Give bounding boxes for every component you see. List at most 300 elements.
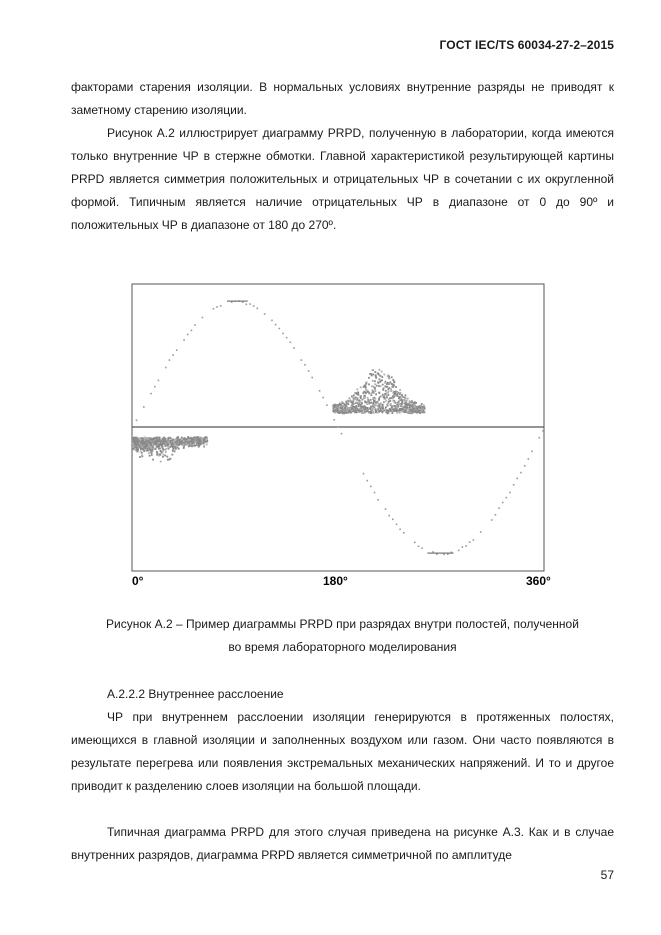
sine-point xyxy=(176,349,178,351)
document-header: ГОСТ IEC/TS 60034-27-2–2015 xyxy=(439,38,614,52)
sine-point xyxy=(366,480,368,482)
positive-pd-point xyxy=(355,402,357,404)
negative-pd-point xyxy=(141,454,143,456)
positive-pd-point xyxy=(418,410,420,412)
negative-pd-point xyxy=(183,440,185,442)
sine-point xyxy=(444,553,446,554)
negative-pd-point xyxy=(167,443,169,445)
positive-pd-point xyxy=(378,411,380,413)
sine-point xyxy=(333,419,335,421)
positive-pd-point xyxy=(378,392,380,394)
positive-pd-point xyxy=(396,406,398,408)
positive-pd-point xyxy=(380,404,382,406)
negative-pd-point xyxy=(165,442,167,444)
negative-pd-point xyxy=(192,442,194,444)
positive-pd-point xyxy=(353,394,355,396)
negative-pd-point xyxy=(163,442,165,444)
positive-pd-point xyxy=(371,392,373,394)
sine-point xyxy=(418,546,420,548)
positive-pd-point xyxy=(384,382,386,384)
positive-pd-point xyxy=(374,406,376,408)
positive-pd-point xyxy=(402,406,404,408)
positive-pd-point xyxy=(364,395,366,397)
positive-pd-point xyxy=(334,409,336,411)
negative-pd-point xyxy=(162,456,164,458)
sine-point xyxy=(253,305,255,307)
positive-pd-point xyxy=(380,385,382,387)
positive-pd-point xyxy=(411,412,413,414)
positive-pd-point xyxy=(385,408,387,410)
positive-pd-point xyxy=(359,399,361,401)
positive-pd-point xyxy=(398,403,400,405)
negative-pd-point xyxy=(202,441,204,443)
negative-pd-point xyxy=(193,444,195,446)
positive-pd-point xyxy=(375,376,377,378)
negative-pd-point xyxy=(190,443,192,445)
sine-point xyxy=(220,305,222,307)
negative-pd-point xyxy=(150,443,152,445)
positive-pd-point xyxy=(395,408,397,410)
negative-pd-point xyxy=(186,444,188,446)
sine-point xyxy=(502,502,504,504)
negative-pd-point xyxy=(172,449,174,451)
sine-point xyxy=(242,301,244,302)
positive-pd-point xyxy=(385,386,387,388)
positive-pd-point xyxy=(371,402,373,404)
positive-pd-point xyxy=(372,369,374,371)
negative-pd-point xyxy=(166,456,168,458)
negative-pd-point xyxy=(175,448,177,450)
positive-pd-point xyxy=(383,388,385,390)
positive-pd-point xyxy=(355,407,357,409)
negative-pd-point xyxy=(136,438,138,440)
positive-pd-point xyxy=(410,408,412,410)
negative-pd-point xyxy=(157,453,159,455)
positive-pd-point xyxy=(358,409,360,411)
positive-pd-point xyxy=(363,386,365,388)
negative-pd-point xyxy=(136,447,138,449)
negative-pd-point xyxy=(133,445,135,447)
sine-point xyxy=(520,472,522,474)
negative-pd-point xyxy=(164,449,166,451)
positive-pd-point xyxy=(386,409,388,411)
positive-pd-point xyxy=(358,405,360,407)
positive-pd-point xyxy=(357,409,359,411)
positive-pd-point xyxy=(372,374,374,376)
sine-point xyxy=(249,303,251,305)
positive-pd-point xyxy=(391,376,393,378)
negative-pd-point xyxy=(168,448,170,450)
positive-pd-point xyxy=(374,387,376,389)
positive-pd-point xyxy=(386,397,388,399)
negative-pd-point xyxy=(146,450,148,452)
negative-pd-point xyxy=(181,438,183,440)
positive-pd-point xyxy=(356,389,358,391)
positive-pd-point xyxy=(392,386,394,388)
positive-pd-point xyxy=(393,410,395,412)
positive-pd-point xyxy=(414,406,416,408)
negative-pd-point xyxy=(160,461,162,463)
negative-pd-point xyxy=(150,438,152,440)
positive-pd-point xyxy=(359,401,361,403)
positive-pd-point xyxy=(423,405,425,407)
paragraph-2: Рисунок А.2 иллюстрирует диаграмму PRPD, полученную в лаборатории, когда имеются только внутренние ЧР в стержне обмотки. Главной характеристикой результирующей картины PRPD является симметрия положительных и отрицательных ЧР в сочетании с их округленной формой. Типичным является наличие отрицательных ЧР в диапазоне от 0 до 90º и положительных ЧР в диапазоне от 180 до 270º. xyxy=(71,126,614,232)
negative-pd-point xyxy=(150,446,152,448)
positive-pd-point xyxy=(387,374,389,376)
sine-point xyxy=(458,550,460,552)
negative-pd-point xyxy=(196,437,198,439)
sine-point xyxy=(491,519,493,521)
positive-pd-point xyxy=(393,401,395,403)
negative-pd-point xyxy=(151,452,153,454)
x-tick-0: 0° xyxy=(132,574,144,588)
negative-pd-point xyxy=(169,443,171,445)
positive-pd-point xyxy=(382,409,384,411)
positive-pd-point xyxy=(404,411,406,413)
positive-pd-point xyxy=(392,400,394,402)
paragraph-4: Типичная диаграмма PRPD для этого случая приведена на рисунке А.3. Как и в случае внутренних разрядов, диаграмма PRPD является симметричной по амплитуде xyxy=(71,825,614,862)
positive-pd-point xyxy=(417,406,419,408)
negative-pd-point xyxy=(172,439,174,441)
positive-pd-point xyxy=(372,380,374,382)
sine-point xyxy=(447,553,449,554)
negative-pd-point xyxy=(182,442,184,444)
sine-point xyxy=(282,333,284,335)
negative-pd-point xyxy=(143,450,145,452)
negative-pd-point xyxy=(180,442,182,444)
negative-pd-point xyxy=(191,439,193,441)
sine-point xyxy=(183,339,185,341)
positive-pd-point xyxy=(374,389,376,391)
negative-pd-point xyxy=(205,439,207,441)
sine-point xyxy=(275,324,277,326)
positive-pd-point xyxy=(385,390,387,392)
sine-point xyxy=(237,301,239,302)
negative-pd-point xyxy=(145,443,147,445)
sine-point xyxy=(290,342,292,344)
positive-pd-point xyxy=(385,406,387,408)
negative-pd-point xyxy=(137,440,139,442)
positive-pd-point xyxy=(407,412,409,414)
negative-pd-point xyxy=(158,442,160,444)
positive-pd-point xyxy=(379,379,381,381)
sine-point xyxy=(187,334,189,336)
positive-pd-point xyxy=(384,393,386,395)
sine-point xyxy=(311,377,313,379)
positive-pd-point xyxy=(357,411,359,413)
positive-pd-point xyxy=(356,412,358,414)
negative-pd-point xyxy=(191,437,193,439)
positive-pd-point xyxy=(380,375,382,377)
positive-pd-point xyxy=(379,369,381,371)
negative-pd-point xyxy=(139,456,141,458)
sine-point xyxy=(370,486,372,488)
negative-pd-point xyxy=(194,441,196,443)
positive-pd-point xyxy=(373,386,375,388)
negative-pd-point xyxy=(148,437,150,439)
positive-pd-point xyxy=(372,397,374,399)
sine-point xyxy=(445,553,447,554)
negative-pd-point xyxy=(188,442,190,444)
positive-pd-point xyxy=(361,412,363,414)
negative-pd-point xyxy=(181,444,183,446)
positive-pd-point xyxy=(365,392,367,394)
negative-pd-point xyxy=(148,445,150,447)
negative-pd-point xyxy=(149,455,151,457)
negative-pd-point xyxy=(170,440,172,442)
page-number: 57 xyxy=(600,868,614,882)
negative-pd-point xyxy=(194,439,196,441)
negative-pd-point xyxy=(154,440,156,442)
positive-pd-point xyxy=(370,394,372,396)
negative-pd-point xyxy=(184,440,186,442)
sine-point xyxy=(431,553,433,554)
positive-pd-point xyxy=(343,413,345,415)
negative-pd-point xyxy=(188,445,190,447)
negative-pd-point xyxy=(200,444,202,446)
negative-pd-point xyxy=(199,439,201,441)
positive-pd-point xyxy=(419,412,421,414)
positive-pd-point xyxy=(381,371,383,373)
sine-point xyxy=(363,473,365,475)
negative-pd-point xyxy=(154,442,156,444)
sine-point xyxy=(293,347,295,349)
negative-pd-point xyxy=(183,446,185,448)
positive-pd-point xyxy=(389,378,391,380)
sine-point xyxy=(239,301,241,302)
positive-pd-point xyxy=(406,400,408,402)
positive-pd-point xyxy=(357,392,359,394)
positive-pd-point xyxy=(337,410,339,412)
sine-point xyxy=(385,508,387,510)
positive-pd-point xyxy=(357,402,359,404)
positive-pd-point xyxy=(342,407,344,409)
positive-pd-point xyxy=(338,412,340,414)
sine-point xyxy=(231,301,233,302)
positive-pd-point xyxy=(377,382,379,384)
negative-pd-point xyxy=(203,440,205,442)
positive-pd-point xyxy=(360,387,362,389)
sine-point xyxy=(449,553,451,554)
negative-pd-point xyxy=(159,444,161,446)
sine-point xyxy=(451,553,453,554)
positive-pd-point xyxy=(374,380,376,382)
positive-pd-point xyxy=(421,403,423,405)
positive-pd-point xyxy=(368,403,370,405)
sine-point xyxy=(301,359,303,361)
positive-pd-point xyxy=(364,401,366,403)
positive-pd-point xyxy=(380,408,382,410)
positive-pd-point xyxy=(375,393,377,395)
sine-point xyxy=(158,380,160,382)
sine-point xyxy=(154,386,156,388)
positive-pd-point xyxy=(365,388,367,390)
positive-pd-point xyxy=(370,410,372,412)
positive-pd-point xyxy=(397,395,399,397)
sine-point xyxy=(191,330,193,332)
negative-pd-point xyxy=(141,448,143,450)
sine-point xyxy=(227,301,229,302)
sine-point xyxy=(257,308,259,310)
sine-point xyxy=(202,317,204,319)
positive-pd-point xyxy=(409,402,411,404)
sine-point xyxy=(241,301,243,302)
negative-pd-point xyxy=(165,451,167,453)
negative-pd-point xyxy=(160,438,162,440)
positive-pd-point xyxy=(391,383,393,385)
positive-pd-point xyxy=(408,404,410,406)
positive-pd-point xyxy=(416,409,418,411)
positive-pd-point xyxy=(391,412,393,414)
positive-pd-point xyxy=(362,392,364,394)
positive-pd-point xyxy=(407,398,409,400)
positive-pd-point xyxy=(409,412,411,414)
sine-point xyxy=(246,301,248,302)
negative-pd-point xyxy=(163,440,165,442)
sine-point xyxy=(246,304,248,306)
positive-pd-point xyxy=(381,376,383,378)
sine-point xyxy=(233,301,235,302)
sine-point xyxy=(429,553,431,554)
caption-line-2: во время лабораторного моделирования xyxy=(228,640,457,654)
sine-point xyxy=(498,507,500,509)
positive-pd-point xyxy=(401,403,403,405)
sine-point xyxy=(326,404,328,406)
positive-pd-point xyxy=(397,391,399,393)
negative-pd-point xyxy=(161,446,163,448)
sine-point xyxy=(136,420,138,422)
positive-pd-point xyxy=(380,406,382,408)
negative-pd-point xyxy=(142,441,144,443)
sine-point xyxy=(172,354,174,356)
sine-point xyxy=(528,458,530,460)
positive-pd-point xyxy=(354,398,356,400)
negative-pd-point xyxy=(197,439,199,441)
sine-point xyxy=(436,553,438,554)
positive-pd-point xyxy=(411,402,413,404)
positive-pd-point xyxy=(371,385,373,387)
positive-pd-point xyxy=(345,401,347,403)
positive-pd-point xyxy=(340,404,342,406)
positive-pd-point xyxy=(388,399,390,401)
negative-pd-point xyxy=(184,437,186,439)
sine-point xyxy=(440,553,442,554)
sine-point xyxy=(403,532,405,534)
positive-pd-point xyxy=(403,399,405,401)
positive-pd-point xyxy=(394,405,396,407)
positive-pd-point xyxy=(335,404,337,406)
sine-point xyxy=(235,301,237,302)
positive-pd-point xyxy=(385,400,387,402)
positive-pd-point xyxy=(401,399,403,401)
positive-pd-point xyxy=(392,379,394,381)
positive-pd-point xyxy=(383,374,385,376)
negative-pd-point xyxy=(189,439,191,441)
negative-pd-point xyxy=(173,441,175,443)
positive-pd-point xyxy=(367,409,369,411)
positive-pd-point xyxy=(413,404,415,406)
sine-point xyxy=(399,529,401,531)
sine-point xyxy=(308,370,310,372)
negative-pd-point xyxy=(156,446,158,448)
positive-pd-point xyxy=(391,407,393,409)
negative-pd-point xyxy=(135,437,137,439)
negative-pd-point xyxy=(198,442,200,444)
positive-pd-point xyxy=(415,410,417,412)
positive-pd-point xyxy=(368,412,370,414)
positive-pd-point xyxy=(375,404,377,406)
sine-point xyxy=(377,499,379,501)
positive-pd-point xyxy=(366,403,368,405)
negative-pd-point xyxy=(152,459,154,461)
positive-pd-point xyxy=(363,409,365,411)
sine-point xyxy=(271,320,273,322)
sine-point xyxy=(150,393,152,395)
negative-pd-point xyxy=(176,438,178,440)
positive-pd-point xyxy=(409,406,411,408)
positive-pd-point xyxy=(370,399,372,401)
positive-pd-point xyxy=(410,404,412,406)
sine-point xyxy=(495,514,497,516)
positive-pd-point xyxy=(388,390,390,392)
positive-pd-point xyxy=(373,404,375,406)
sine-point xyxy=(165,367,167,369)
positive-pd-point xyxy=(405,395,407,397)
positive-pd-point xyxy=(334,412,336,414)
negative-pd-point xyxy=(139,438,141,440)
positive-pd-point xyxy=(349,410,351,412)
positive-pd-point xyxy=(345,405,347,407)
positive-pd-point xyxy=(390,388,392,390)
negative-pd-point xyxy=(201,438,203,440)
positive-pd-point xyxy=(351,401,353,403)
negative-pd-point xyxy=(143,446,145,448)
sine-point xyxy=(513,484,515,486)
sine-point xyxy=(517,478,519,480)
negative-pd-point xyxy=(158,455,160,457)
positive-pd-point xyxy=(372,411,374,413)
positive-pd-point xyxy=(423,407,425,409)
sine-point xyxy=(319,390,321,392)
positive-pd-point xyxy=(348,401,350,403)
positive-pd-point xyxy=(398,397,400,399)
positive-pd-point xyxy=(366,411,368,413)
negative-pd-point xyxy=(132,443,134,445)
positive-pd-point xyxy=(384,401,386,403)
paragraph-3: ЧР при внутреннем расслоении изоляции генерируются в протяженных полостях, имеющихся в главной изоляции и заполненных воздухом или газом. Они часто появляются в результате перегрева или появления экстремальных механических напряжений. И то и другое приводит к разделению слоев изоляции на большой площади. xyxy=(71,710,614,793)
negative-pd-point xyxy=(136,444,138,446)
positive-pd-point xyxy=(388,394,390,396)
sine-point xyxy=(245,301,247,302)
sine-point xyxy=(230,301,232,302)
sine-point xyxy=(337,426,339,428)
negative-pd-point xyxy=(156,451,158,453)
positive-pd-point xyxy=(402,396,404,398)
negative-pd-point xyxy=(155,444,157,446)
positive-pd-point xyxy=(375,411,377,413)
caption-line-1: Рисунок А.2 – Пример диаграммы PRPD при разрядах внутри полостей, полученной xyxy=(106,617,579,631)
negative-pd-point xyxy=(174,451,176,453)
positive-pd-point xyxy=(377,402,379,404)
negative-pd-point xyxy=(137,449,139,451)
negative-pd-point xyxy=(146,445,148,447)
negative-pd-point xyxy=(177,447,179,449)
sine-point xyxy=(430,553,432,554)
positive-pd-point xyxy=(382,394,384,396)
positive-pd-point xyxy=(342,412,344,414)
positive-pd-point xyxy=(422,411,424,413)
positive-pd-point xyxy=(402,409,404,411)
